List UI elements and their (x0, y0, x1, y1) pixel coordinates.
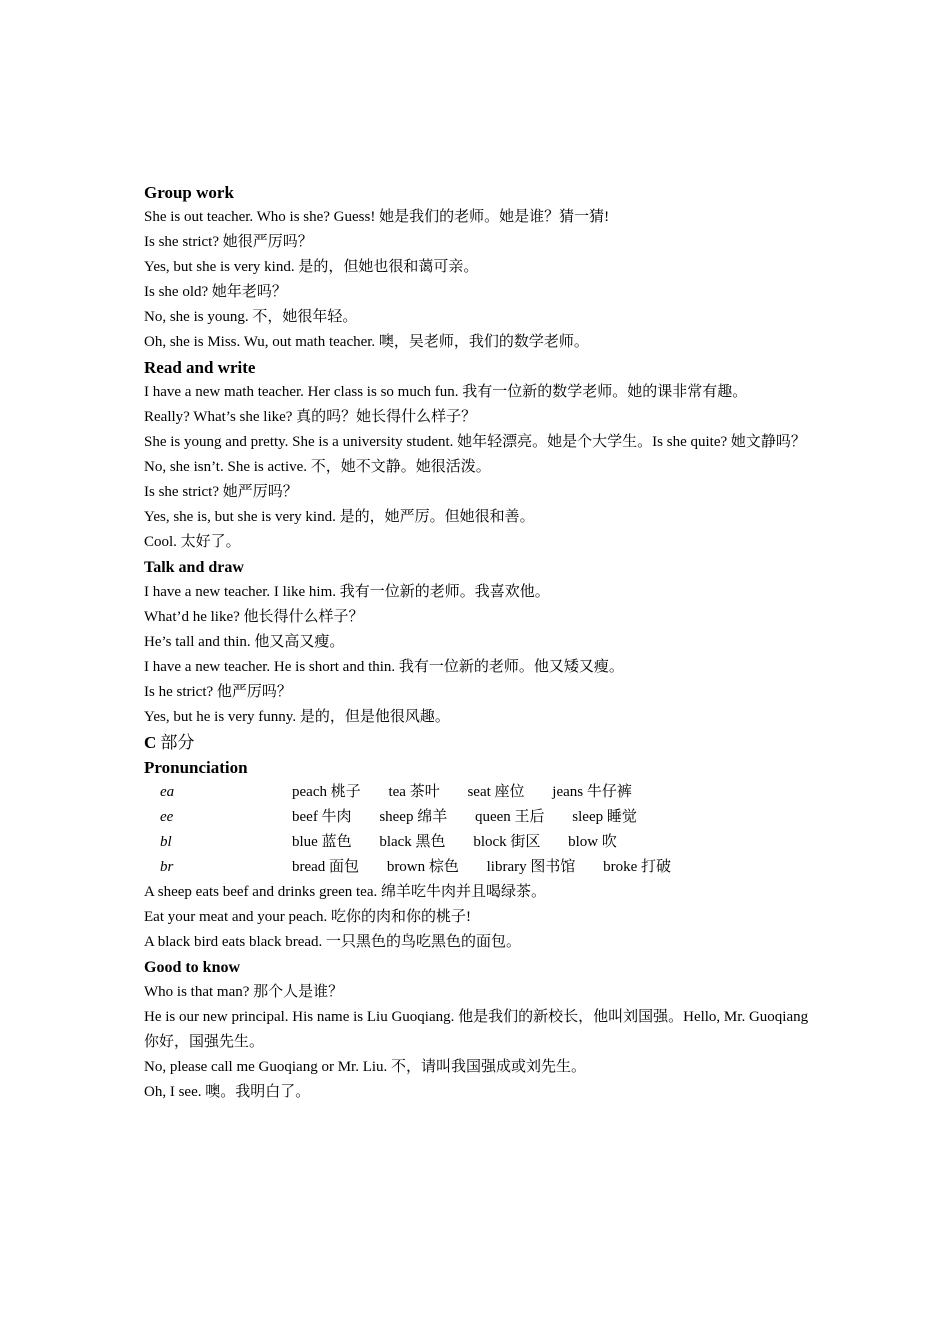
pronunciation-key: bl (160, 834, 172, 850)
dialogue-line: What’d he like? 他长得什么样子？ (144, 609, 364, 625)
dialogue-line: No, please call me Guoqiang or Mr. Liu. 不，请叫我国强成或刘先生。 (144, 1059, 587, 1075)
pronunciation-word: bread 面包 (292, 859, 360, 875)
pronunciation-key: br (160, 859, 174, 875)
part-c-heading (144, 730, 816, 755)
dialogue-line: Yes, but he is very funny. 是的，但是他很风趣。 (144, 709, 450, 725)
dialogue-line: She is out teacher. Who is she? Guess! 她是我们的老师。她是谁？猜一猜! (144, 209, 610, 225)
section-heading-pronunciation: Pronunciation (144, 758, 248, 777)
pronunciation-words (292, 805, 637, 830)
dialogue-line: Oh, I see. 噢。我明白了。 (144, 1084, 311, 1100)
pronunciation-words (292, 780, 632, 805)
pronunciation-key: ea (160, 784, 175, 800)
pronunciation-word: broke 打破 (603, 859, 672, 875)
pronunciation-word: black 黑色 (379, 834, 446, 850)
pronunciation-word: seat 座位 (467, 784, 525, 800)
dialogue-line: I have a new teacher. He is short and thin. 我有一位新的老师。他又矮又瘦。 (144, 659, 624, 675)
pronunciation-word: brown 棕色 (386, 859, 459, 875)
dialogue-line: Who is that man? 那个人是谁？ (144, 984, 344, 1000)
pronunciation-words (292, 855, 671, 880)
part-c-letter: C (144, 733, 157, 752)
pronunciation-word: jeans 牛仔裤 (552, 784, 632, 800)
dialogue-line: I have a new math teacher. Her class is so much fun. 我有一位新的数学老师。她的课非常有趣。 (144, 384, 748, 400)
pronunciation-row-ee (144, 805, 816, 830)
dialogue-line: Really? What’s she like? 真的吗？她长得什么样子？ (144, 409, 477, 425)
dialogue-paragraph: He is our new principal. His name is Liu Guoqiang. 他是我们的新校长，他叫刘国强。Hello, Mr. Guoqiang 你好，国强先生。 (144, 1009, 809, 1050)
dialogue-line: Is she strict? 她很严厉吗？ (144, 234, 313, 250)
pronunciation-words (292, 830, 617, 855)
pronunciation-word: blue 蓝色 (292, 834, 352, 850)
section-heading-talk-and-draw: Talk and draw (144, 559, 244, 576)
pronunciation-row-ea (144, 780, 816, 805)
pronunciation-word: block 街区 (473, 834, 541, 850)
dialogue-line: Yes, but she is very kind. 是的，但她也很和蔼可亲。 (144, 259, 479, 275)
pronunciation-word: sheep 绵羊 (379, 809, 448, 825)
pronunciation-word: tea 茶叶 (388, 784, 440, 800)
section-heading-read-and-write: Read and write (144, 358, 256, 377)
dialogue-line: I have a new teacher. I like him. 我有一位新的老师。我喜欢他。 (144, 584, 550, 600)
dialogue-line: No, she is young. 不，她很年轻。 (144, 309, 358, 325)
dialogue-line: Yes, she is, but she is very kind. 是的，她严厉。但她很和善。 (144, 509, 535, 525)
dialogue-line: Cool. 太好了。 (144, 534, 241, 550)
dialogue-line: Is she old? 她年老吗？ (144, 284, 287, 300)
pronunciation-key: ee (160, 809, 174, 825)
pronunciation-word: peach 桃子 (292, 784, 361, 800)
pronunciation-row-bl (144, 830, 816, 855)
document-page (144, 180, 816, 1105)
dialogue-line: Is she strict? 她严厉吗？ (144, 484, 298, 500)
section-heading-good-to-know: Good to know (144, 959, 241, 976)
pronunciation-word: blow 吹 (568, 834, 617, 850)
pronunciation-word: beef 牛肉 (292, 809, 352, 825)
dialogue-line: No, she isn’t. She is active. 不，她不文静。她很活泼。 (144, 459, 491, 475)
dialogue-line: He’s tall and thin. 他又高又瘦。 (144, 634, 345, 650)
pronunciation-word: queen 王后 (474, 809, 545, 825)
pronunciation-row-br (144, 855, 816, 880)
dialogue-line: Is he strict? 他严厉吗？ (144, 684, 292, 700)
part-c-label: 部分 (160, 733, 195, 752)
pronunciation-word: library 图书馆 (486, 859, 576, 875)
example-sentence: A black bird eats black bread. 一只黑色的鸟吃黑色的面包。 (144, 934, 522, 950)
dialogue-paragraph: She is young and pretty. She is a university student. 她年轻漂亮。她是个大学生。Is she quite? 她文静吗？ (144, 434, 806, 450)
example-sentence: A sheep eats beef and drinks green tea. 绵羊吃牛肉并且喝绿茶。 (144, 884, 546, 900)
example-sentence: Eat your meat and your peach. 吃你的肉和你的桃子! (144, 909, 472, 925)
pronunciation-word: sleep 睡觉 (572, 809, 637, 825)
dialogue-line: Oh, she is Miss. Wu, out math teacher. 噢，吴老师，我们的数学老师。 (144, 334, 589, 350)
section-heading-group-work: Group work (144, 183, 234, 202)
